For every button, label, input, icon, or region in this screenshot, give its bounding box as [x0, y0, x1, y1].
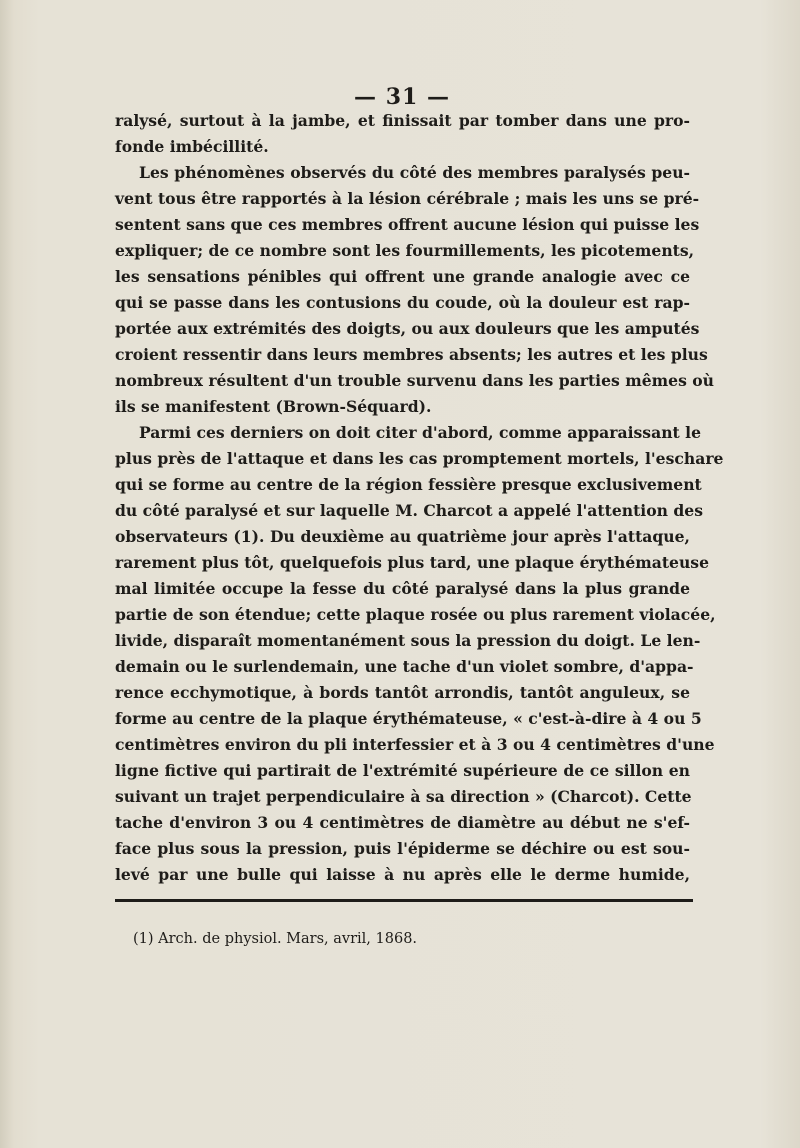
text-line: plus près de l'attaque et dans les cas promptement mortels, l'eschare	[115, 449, 724, 468]
text-line: centimètres environ du pli interfessier et à 3 ou 4 centimètres d'une	[115, 735, 715, 754]
footnote-divider	[115, 899, 693, 902]
text-line: levé par une bulle qui laisse à nu après elle le derme humide,	[115, 865, 690, 884]
text-line: rence ecchymotique, à bords tantôt arrondis, tantôt anguleux, se	[115, 683, 690, 702]
footnote: (1) Arch. de physiol. Mars, avril, 1868.	[133, 931, 418, 947]
text-line: les sensations pénibles qui offrent une grande analogie avec ce	[115, 267, 690, 286]
text-line: demain ou le surlendemain, une tache d'un violet sombre, d'appa-	[115, 657, 694, 676]
text-line: qui se passe dans les contusions du coude, où la douleur est rap-	[115, 293, 690, 312]
text-line: nombreux résultent d'un trouble survenu dans les parties mêmes où	[115, 371, 715, 390]
text-line: face plus sous la pression, puis l'épiderme se déchire ou est sou-	[115, 839, 690, 858]
text-line: rarement plus tôt, quelquefois plus tard, une plaque érythémateuse	[115, 553, 710, 572]
text-line: ralysé, surtout à la jambe, et finissait par tomber dans une pro-	[115, 111, 690, 130]
text-line: fonde imbécillité.	[115, 137, 269, 156]
text-line: ligne fictive qui partirait de l'extrémité supérieure de ce sillon en	[115, 761, 690, 780]
text-line: croient ressentir dans leurs membres absents; les autres et les plus	[115, 345, 708, 364]
text-line: vent tous être rapportés à la lésion cérébrale ; mais les uns se pré-	[115, 189, 700, 208]
text-line: forme au centre de la plaque érythémateuse, « c'est-à-dire à 4 ou 5	[115, 709, 702, 728]
text-line: livide, disparaît momentanément sous la pression du doigt. Le len-	[115, 631, 701, 650]
text-line: tache d'environ 3 ou 4 centimètres de diamètre au début ne s'ef-	[115, 813, 690, 832]
text-line: mal limitée occupe la fesse du côté paralysé dans la plus grande	[115, 579, 690, 598]
text-line: Parmi ces derniers on doit citer d'abord, comme apparaissant le	[139, 423, 702, 442]
text-line: du côté paralysé et sur laquelle M. Charcot a appelé l'attention des	[115, 501, 703, 520]
page-number: — 31 —	[354, 84, 450, 110]
text-line: portée aux extrémités des doigts, ou aux douleurs que les amputés	[115, 319, 700, 338]
text-line: ils se manifestent (Brown-Séquard).	[115, 397, 432, 416]
text-line: Les phénomènes observés du côté des membres paralysés peu-	[139, 163, 690, 182]
body-text	[115, 108, 724, 888]
text-line: qui se forme au centre de la région fessière presque exclusivement	[115, 475, 702, 494]
text-line: partie de son étendue; cette plaque rosée ou plus rarement violacée,	[115, 605, 716, 624]
text-line: observateurs (1). Du deuxième au quatrième jour après l'attaque,	[115, 527, 690, 546]
text-line: sentent sans que ces membres offrent aucune lésion qui puisse les	[115, 215, 700, 234]
text-line: suivant un trajet perpendiculaire à sa direction » (Charcot). Cette	[115, 787, 692, 806]
text-line: expliquer; de ce nombre sont les fourmillements, les picotements,	[115, 241, 695, 260]
